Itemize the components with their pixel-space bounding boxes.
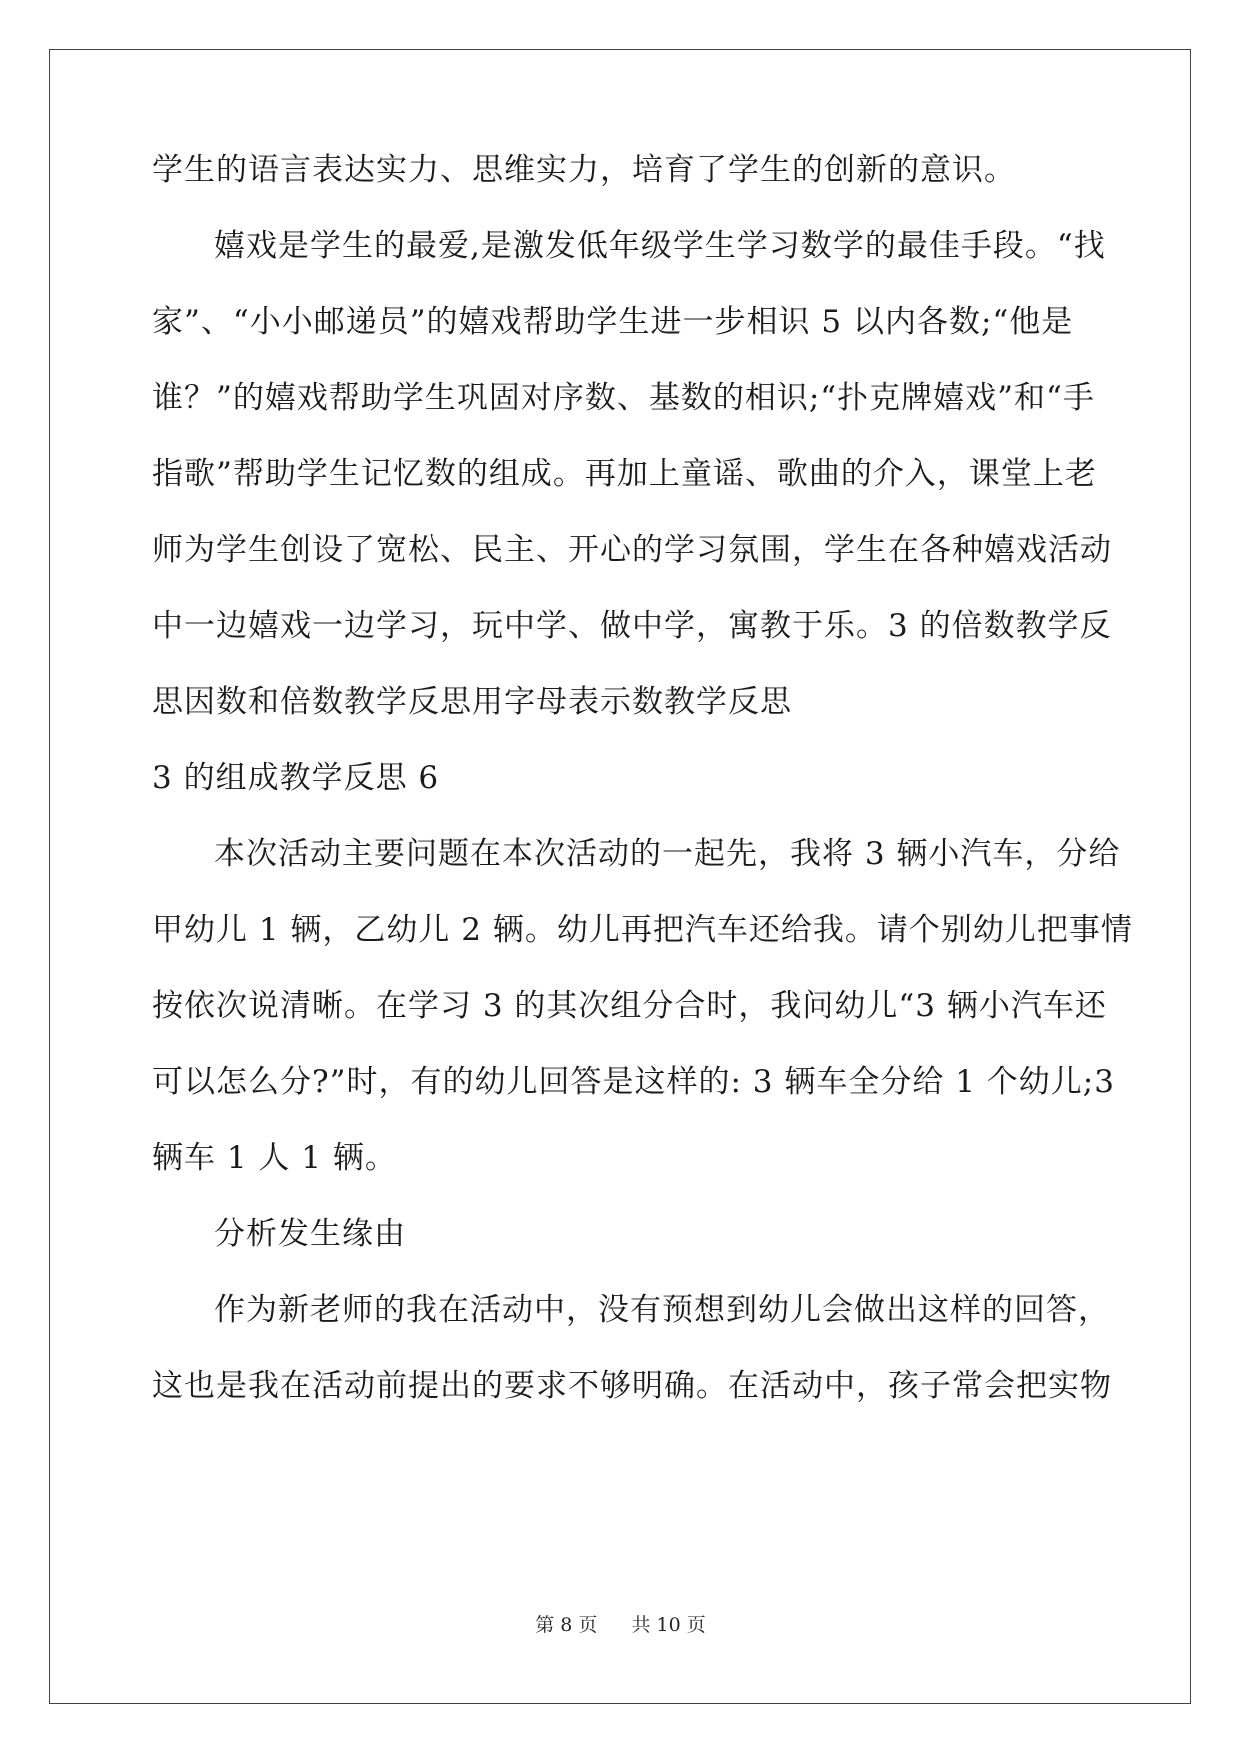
page-number-current: 第 8 页: [535, 1614, 598, 1636]
page-border: [49, 49, 1191, 1704]
page-footer: [0, 1610, 1241, 1637]
text-line: 按依次说清晰。在学习 3 的其次组分合时，我问幼儿“3 辆小汽车还: [152, 988, 1107, 1024]
text-line: 辆车 1 人 1 辆。: [152, 1140, 397, 1176]
text-line: 师为学生创设了宽松、民主、开心的学习氛围，学生在各种嬉戏活动: [152, 532, 1112, 568]
text-line: 家”、“小小邮递员”的嬉戏帮助学生进一步相识 5 以内各数;“他是: [152, 304, 1074, 340]
text-line: 这也是我在活动前提出的要求不够明确。在活动中，孩子常会把实物: [152, 1368, 1112, 1404]
text-line: 甲幼儿 1 辆，乙幼儿 2 辆。幼儿再把汽车还给我。请个别幼儿把事情: [152, 912, 1133, 948]
text-line: 中一边嬉戏一边学习，玩中学、做中学，寓教于乐。3 的倍数教学反: [152, 608, 1112, 644]
subheading: 分析发生缘由: [214, 1216, 406, 1252]
text-line: 谁？”的嬉戏帮助学生巩固对序数、基数的相识;“扑克牌嬉戏”和“手: [152, 380, 1095, 416]
text-line: 指歌”帮助学生记忆数的组成。再加上童谣、歌曲的介入，课堂上老: [152, 456, 1097, 492]
text-line: 思因数和倍数教学反思用字母表示数教学反思: [152, 684, 792, 720]
text-line: 学生的语言表达实力、思维实力，培育了学生的创新的意识。: [152, 152, 1016, 188]
text-line: 本次活动主要问题在本次活动的一起先，我将 3 辆小汽车，分给: [214, 836, 1121, 872]
section-heading: 3 的组成教学反思 6: [152, 760, 440, 796]
text-line: 可以怎么分?”时，有的幼儿回答是这样的: 3 辆车全分给 1 个幼儿;3: [152, 1064, 1115, 1100]
text-line: 嬉戏是学生的最爱,是激发低年级学生学习数学的最佳手段。“找: [214, 228, 1106, 264]
text-line: 作为新老师的我在活动中，没有预想到幼儿会做出这样的回答，: [214, 1292, 1110, 1328]
page-number-total: 共 10 页: [631, 1614, 706, 1636]
